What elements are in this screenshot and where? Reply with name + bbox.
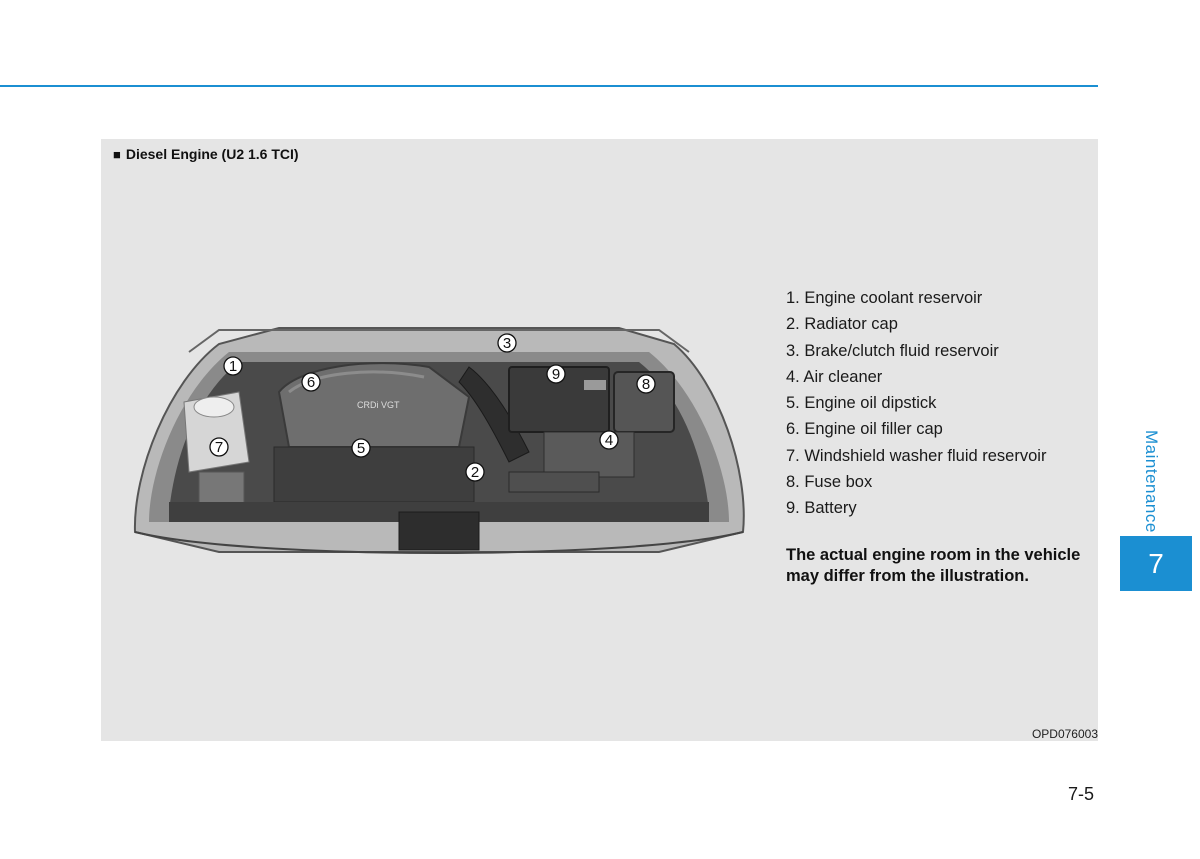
callout-9 (547, 365, 565, 383)
square-bullet-icon: ■ (113, 147, 121, 162)
legend-item: 8. Fuse box (786, 473, 873, 492)
svg-text:2: 2 (470, 464, 480, 481)
callout-3 (498, 334, 516, 352)
section-heading-text: Diesel Engine (U2 1.6 TCI) (125, 146, 299, 162)
illustration-disclaimer: The actual engine room in the vehicle may differ from the illustration. (786, 546, 1081, 585)
callout-7 (210, 438, 228, 456)
svg-text:8: 8 (641, 376, 651, 393)
callout-8 (637, 375, 655, 393)
chapter-tab (1120, 536, 1192, 591)
legend-item: 3. Brake/clutch fluid reservoir (786, 341, 999, 360)
svg-text:7: 7 (214, 439, 224, 456)
component-legend (786, 285, 1106, 522)
legend-item: 9. Battery (786, 499, 857, 518)
svg-text:9: 9 (551, 366, 561, 383)
image-code: OPD076003 (1031, 727, 1098, 741)
illustration-panel (101, 139, 1098, 741)
legend-item: 2. Radiator cap (786, 315, 898, 334)
legend-item: 4. Air cleaner (786, 367, 883, 386)
engine-cover-label: CRDi VGT (357, 400, 400, 410)
svg-text:3: 3 (502, 335, 512, 352)
chapter-number: 7 (1148, 547, 1164, 579)
section-heading (113, 146, 299, 162)
callout-1 (224, 357, 242, 375)
callout-5 (352, 439, 370, 457)
legend-item: 5. Engine oil dipstick (786, 394, 937, 413)
chapter-side-label: Maintenance (1142, 430, 1161, 533)
callout-6 (302, 373, 320, 391)
svg-text:6: 6 (306, 374, 316, 391)
legend-item: 6. Engine oil filler cap (786, 420, 943, 439)
callout-2 (466, 463, 484, 481)
top-accent-rule (0, 85, 1098, 87)
legend-item: 1. Engine coolant reservoir (786, 289, 983, 307)
svg-text:4: 4 (604, 432, 614, 449)
callout-4 (600, 431, 618, 449)
page-number: 7-5 (1068, 784, 1095, 804)
engine-compartment-illustration (129, 322, 749, 572)
svg-text:5: 5 (356, 440, 366, 457)
legend-item: 7. Windshield washer fluid reservoir (786, 446, 1047, 465)
svg-text:1: 1 (228, 358, 238, 375)
